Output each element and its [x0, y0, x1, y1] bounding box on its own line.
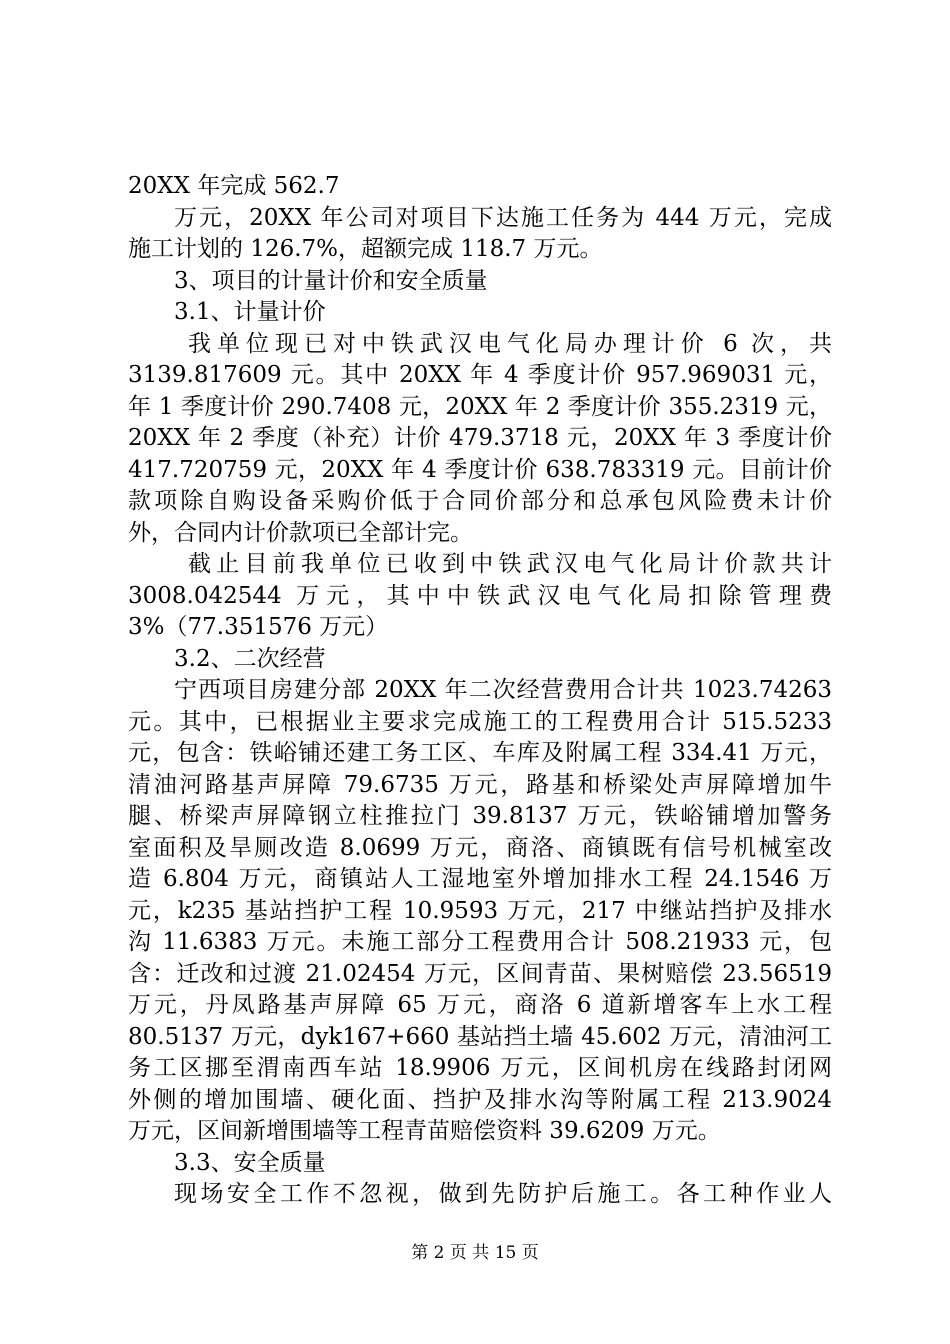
text-line: 施工计划的 126.7%，超额完成 118.7 万元。 — [128, 236, 603, 262]
page-footer: 第 2 页 共 15 页 — [411, 1243, 539, 1263]
text-line: 沟 11.6383 万元。未施工部分工程费用合计 508.21933 元，包 — [128, 929, 832, 955]
text-line: 我单位现已对中铁武汉电气化局办理计价 6 次，共 — [188, 330, 832, 357]
text-line: 万元，区间新增围墙等工程青苗赔偿资料 39.6209 万元。 — [128, 1118, 721, 1144]
text-line: 万元，丹凤路基声屏障 65 万元，商洛 6 道新增客车上水工程 — [128, 992, 832, 1018]
text-line: 外侧的增加围墙、硬化面、挡护及排水沟等附属工程 213.9024 — [128, 1086, 832, 1113]
section-heading: 3、项目的计量计价和安全质量 — [174, 267, 488, 294]
text-line: 417.720759 元，20XX 年 4 季度计价 638.783319 元。目前计价 — [128, 456, 832, 483]
text-line: 元。其中，已根据业主要求完成施工的工程费用合计 515.5233 — [128, 708, 832, 735]
text-line: 室面积及旱厕改造 8.0699 万元，商洛、商镇既有信号机械室改 — [128, 834, 832, 861]
subsection-heading: 3.2、二次经营 — [174, 645, 326, 672]
text-line: 80.5137 万元，dyk167+660 基站挡土墙 45.602 万元，清油河工 — [128, 1023, 832, 1050]
subsection-heading: 3.3、安全质量 — [174, 1149, 326, 1176]
document-body — [128, 171, 832, 1211]
subsection-heading: 3.1、计量计价 — [174, 299, 326, 325]
text-line: 3%（77.351576 万元） — [128, 614, 389, 640]
text-line: 腿、桥梁声屏障钢立柱推拉门 39.8137 万元，铁峪铺增加警务 — [128, 803, 832, 829]
text-line: 20XX 年完成 562.7 — [128, 173, 340, 199]
text-line: 20XX 年 2 季度（补充）计价 479.3718 元，20XX 年 3 季度计价 — [128, 425, 832, 451]
text-line: 元，包含：铁峪铺还建工务工区、车库及附属工程 334.41 万元， — [128, 740, 832, 766]
text-line: 元，k235 基站挡护工程 10.9593 万元，217 中继站挡护及排水 — [128, 897, 832, 924]
text-line: 宁西项目房建分部 20XX 年二次经营费用合计共 1023.74263 — [174, 677, 832, 703]
text-line: 年 1 季度计价 290.7408 元，20XX 年 2 季度计价 355.2319 元， — [128, 393, 832, 420]
text-line: 造 6.804 万元，商镇站人工湿地室外增加排水工程 24.1546 万 — [128, 866, 832, 892]
text-line: 外，合同内计价款项已全部计完。 — [128, 519, 473, 546]
text-line: 清油河路基声屏障 79.6735 万元，路基和桥梁处声屏障增加牛 — [128, 771, 832, 798]
text-line: 款项除自购设备采购价低于合同价部分和总承包风险费未计价 — [128, 488, 832, 514]
text-line: 务工区挪至渭南西车站 18.9906 万元，区间机房在线路封闭网 — [128, 1055, 832, 1081]
text-line: 截止目前我单位已收到中铁武汉电气化局计价款共计 — [188, 551, 832, 577]
text-line: 含：迁改和过渡 21.02454 万元，区间青苗、果树赔偿 23.56519 — [128, 960, 832, 987]
text-line: 3139.817609 元。其中 20XX 年 4 季度计价 957.969031 元， — [128, 362, 832, 388]
text-line: 万元，20XX 年公司对项目下达施工任务为 444 万元，完成 — [174, 204, 832, 231]
text-line: 3008.042544 万元，其中中铁武汉电气化局扣除管理费 — [128, 582, 832, 609]
text-line: 现场安全工作不忽视，做到先防护后施工。各工种作业人 — [174, 1181, 832, 1207]
